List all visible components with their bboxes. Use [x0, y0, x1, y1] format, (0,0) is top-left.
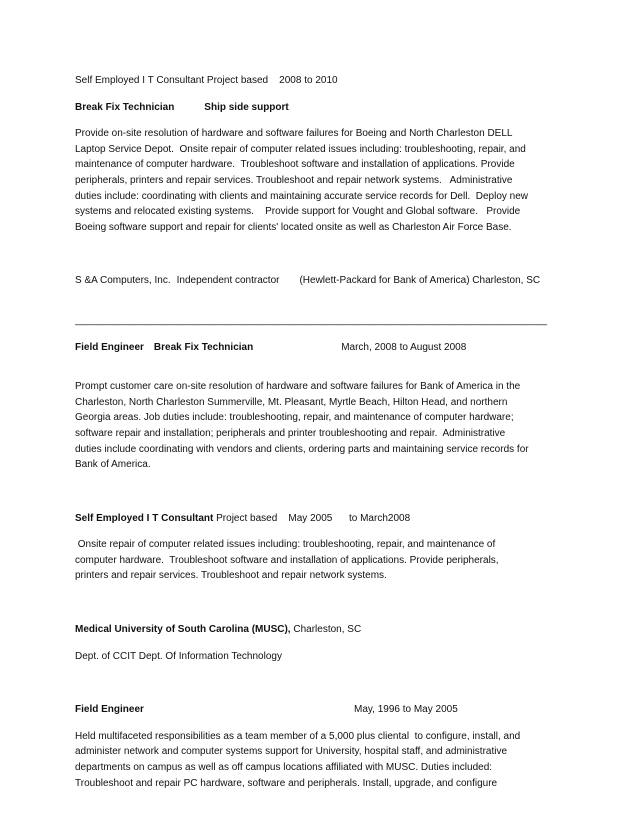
- department-name: Dept. of CCIT Dept. Of Information Technology: [75, 650, 282, 662]
- job-title-break-fix: Break Fix Technician: [75, 101, 175, 113]
- job-titles-row: [75, 100, 575, 116]
- description-line: duties include coordinating with vendors and clients, ordering parts and maintaining service records for: [75, 443, 529, 455]
- description-line: Held multifaceted responsibilities as a team member of a 5,000 plus cliental to configure, install, and: [75, 730, 521, 742]
- description-line: Charleston, North Charleston Summerville, Mt. Pleasant, Myrtle Beach, Hilton Head, and northern: [75, 396, 508, 408]
- resume-page: [75, 73, 575, 791]
- job-title-field-engineer: Field Engineer: [75, 704, 144, 716]
- employer-name: S &A Computers, Inc.: [75, 275, 171, 287]
- client-location: (Hewlett-Packard for Bank of America) Charleston, SC: [299, 275, 541, 287]
- employer-name: Medical University of South Carolina (MUSC),: [75, 624, 291, 636]
- description-line: Onsite repair of computer related issues including: troubleshooting, repair, and maintenance of: [75, 539, 496, 551]
- job-header-it-consultant-2005: [75, 511, 575, 527]
- description-line: Troubleshoot and repair PC hardware, software and peripherals. Install, upgrade, and configure: [75, 777, 498, 789]
- description-line: Bank of America.: [75, 459, 151, 471]
- description-line: duties include: coordinating with clients and maintaining accurate service records for Dell. Deploy new: [75, 190, 529, 202]
- job-dates: March, 2008 to August 2008: [341, 341, 467, 353]
- description-line: printers and repair services. Troubleshoot and repair network systems.: [75, 570, 387, 582]
- description-line: computer hardware. Troubleshoot software and installation of applications. Provide peripherals,: [75, 554, 499, 566]
- description-line: systems and relocated existing systems. Provide support for Vought and Global software. Provide: [75, 206, 521, 218]
- employment-type: Independent contractor: [176, 275, 280, 287]
- job-dates: May, 1996 to May 2005: [354, 704, 458, 716]
- job-title-row-field-engineer-2008: [75, 340, 575, 356]
- job-title-break-fix: Break Fix Technician: [153, 341, 254, 353]
- job-period: Project based May 2005 to March2008: [213, 512, 411, 524]
- job-description-musc: [75, 729, 575, 791]
- description-line: Laptop Service Depot. Onsite repair of computer related issues including: troubleshooting, repair, and: [75, 143, 526, 155]
- description-line: Boeing software support and repair for clients' located onsite as well as Charleston Air Force Base.: [75, 221, 512, 233]
- job-title-field-engineer: Field Engineer: [75, 341, 144, 353]
- description-line: Georgia areas. Job duties include: troubleshooting, repair, and maintenance of computer hardware;: [75, 412, 514, 424]
- description-line: software repair and installation; peripherals and printer troubleshooting and repair. Administrative: [75, 427, 506, 439]
- description-line: maintenance of computer hardware. Troubleshoot software and installation of applications. Provide: [75, 159, 515, 171]
- employer-row-musc: [75, 622, 575, 638]
- description-line: administer network and computer systems support for University, hospital staff, and administrative: [75, 746, 508, 758]
- job-title-row-field-engineer-1996: [75, 702, 575, 718]
- job-header-it-consultant-2008: Self Employed I T Consultant Project based 2008 to 2010: [75, 75, 338, 86]
- job-description-onsite-repair: [75, 537, 575, 584]
- employer-row-sa-computers: [75, 273, 575, 289]
- description-line: Provide on-site resolution of hardware and software failures for Boeing and North Charleston DELL: [75, 128, 513, 140]
- job-description-bank-of-america: [75, 379, 575, 473]
- description-line: departments on campus as well as off campus locations affiliated with MUSC. Duties included:: [75, 762, 493, 774]
- job-description-dell-boeing: [75, 126, 575, 235]
- description-line: peripherals, printers and repair services. Troubleshoot and repair network systems. Administrative: [75, 174, 513, 186]
- employer-location: Charleston, SC: [290, 624, 362, 636]
- job-title-ship-side: Ship side support: [204, 101, 289, 113]
- job-title-it-consultant: Self Employed I T Consultant: [75, 512, 214, 524]
- section-divider: ________________________________________________________________________________________: [75, 314, 547, 326]
- description-line: Prompt customer care on-site resolution of hardware and software failures for Bank of America in the: [75, 381, 521, 393]
